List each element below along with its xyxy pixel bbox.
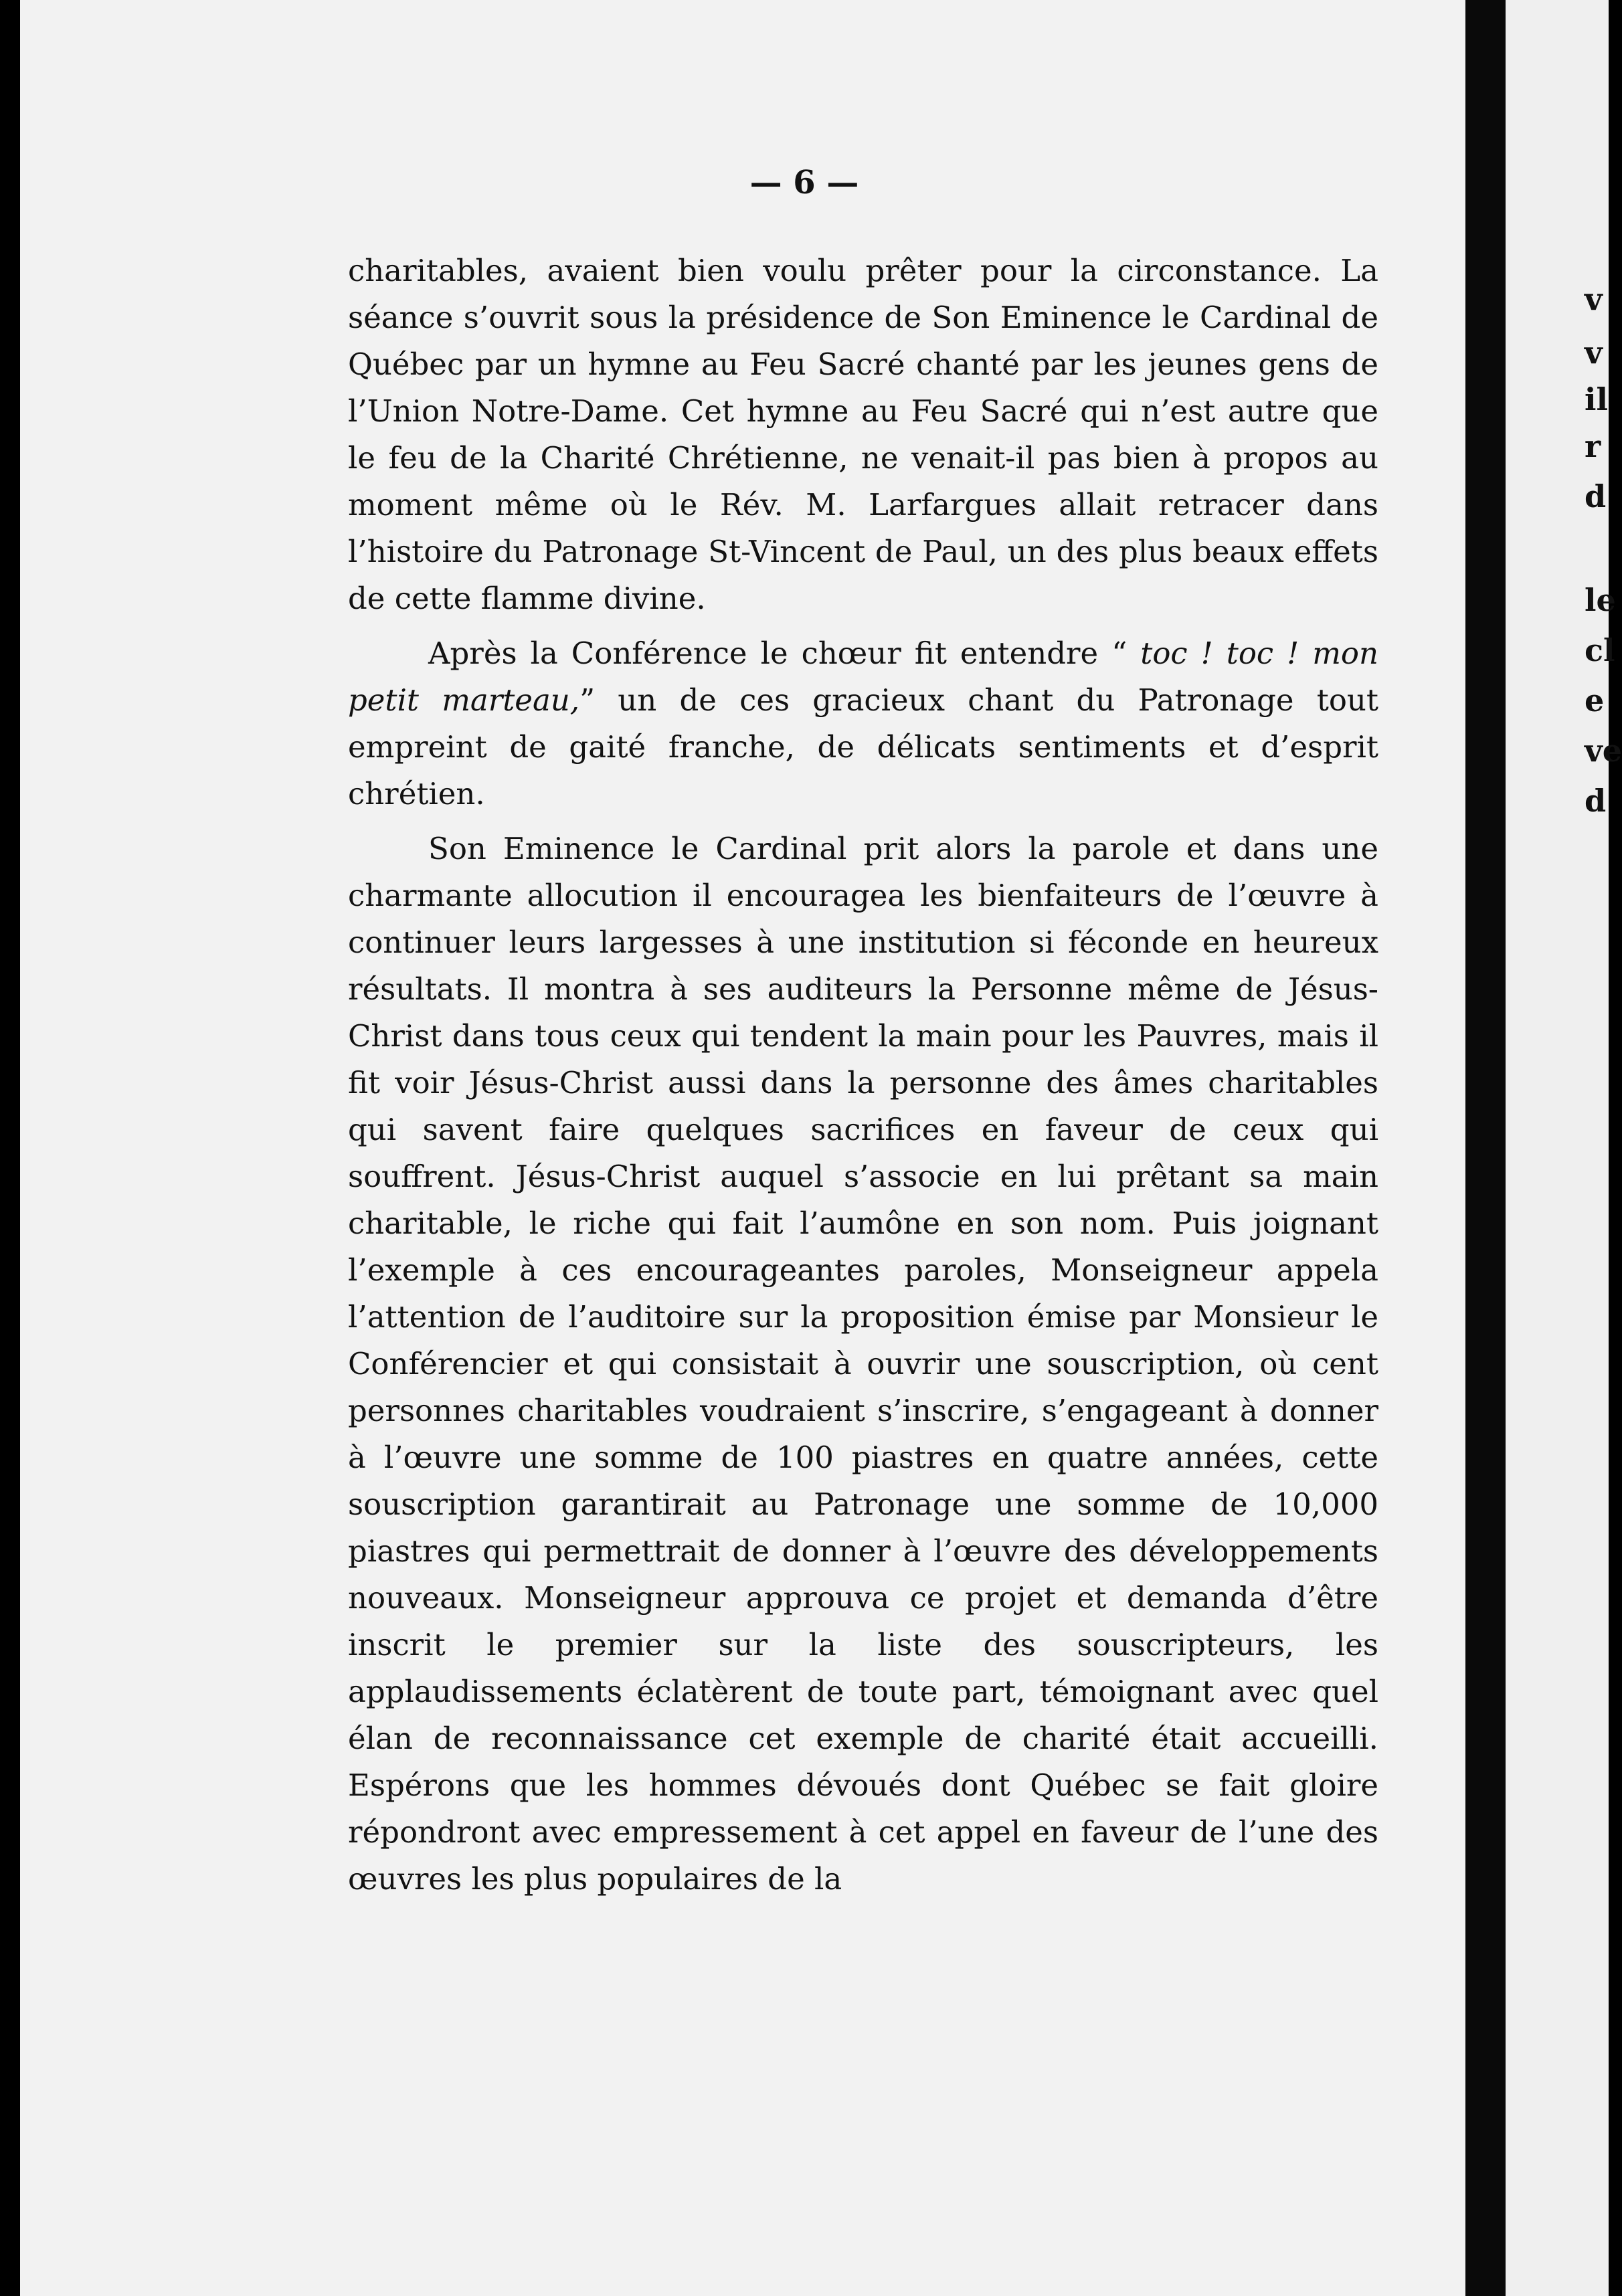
- scan-speck: [20, 1552, 32, 1567]
- paragraph-text: Après la Conférence le chœur fit entendre “: [428, 636, 1141, 671]
- paragraph-text: ” un de ces gracieux chant du Patronage tout empreint de gaité franche, de délicats sentiments et d’esprit chrétien.: [348, 682, 1378, 811]
- adjacent-page-fragment: cl: [1585, 632, 1615, 668]
- page-number: — 6 —: [749, 164, 859, 201]
- italic-quote: toc ! toc ! mon petit marteau,: [348, 636, 1379, 718]
- paragraph: [348, 826, 1378, 1903]
- paragraph: [348, 248, 1378, 622]
- paragraph-text: Son Eminence le Cardinal prit alors la parole et dans une charmante allocution il encouragea les bienfaiteurs de l’œuvre à continuer leurs largesses à une institution si féconde en heureux résultats. Il montra à ses auditeurs la Personne même de Jésus-Christ dans tous ceux qui tendent la main pour les Pauvres, mais il fit voir Jésus-Christ aussi dans la personne des âmes charitables qui savent faire quelques sacrifices en faveur de ceux qui souffrent. Jésus-Christ auquel s’associe en lui prêtant sa main charitable, le riche qui fait l’aumône en son nom. Puis joignant l’exemple à ces encourageantes paroles, Monseigneur appela l’attention de l’auditoire sur la proposition émise par Monsieur le Conférencier et qui consistait à ouvrir une souscription, où cent personnes charitables voudraient s’inscrire, s’engageant à donner à l’œuvre une somme de 100 piastres en quatre années, cette souscription garantirait au Patronage une somme de 10,000 piastres qui permettrait de donner à l’œuvre des développements nouveaux. Monseigneur approuva ce projet et demanda d’être inscrit le premier sur la liste des souscripteurs, les applaudissements éclatèrent de toute part, témoignant avec quel élan de reconnaissance cet exemple de charité était accueilli. Espérons que les hommes dévoués dont Québec se fait gloire répondront avec empressement à cet appel en faveur de l’une des œuvres les plus populaires de la: [348, 831, 1378, 1897]
- adjacent-page-fragment: le: [1585, 582, 1616, 618]
- adjacent-page-fragment: v: [1585, 281, 1603, 317]
- adjacent-page-edge: [1506, 0, 1622, 2296]
- paragraph: [348, 630, 1378, 818]
- adjacent-page-fragment: e: [1585, 682, 1605, 719]
- adjacent-page-fragment: v: [1585, 334, 1603, 371]
- adjacent-page-fragment: d: [1585, 783, 1607, 819]
- paragraph-text: charitables, avaient bien voulu prêter pour la circonstance. La séance s’ouvrit sous la présidence de Son Eminence le Cardinal de Québec par un hymne au Feu Sacré chanté par les jeunes gens de l’Union Notre-Dame. Cet hymne au Feu Sacré qui n’est autre que le feu de la Charité Chrétienne, ne venait-il pas bien à propos au moment même où le Rév. M. Larfargues allait retracer dans l’histoire du Patronage St-Vincent de Paul, un des plus beaux effets de cette flamme divine.: [348, 253, 1378, 616]
- body-text: [348, 248, 1378, 1911]
- adjacent-page-fragment: il: [1585, 381, 1608, 417]
- adjacent-page-fragment: ve: [1585, 733, 1622, 769]
- adjacent-page-fragment: d: [1585, 478, 1607, 514]
- adjacent-page-fragment: r: [1585, 428, 1601, 464]
- page-gutter: [1465, 0, 1506, 2296]
